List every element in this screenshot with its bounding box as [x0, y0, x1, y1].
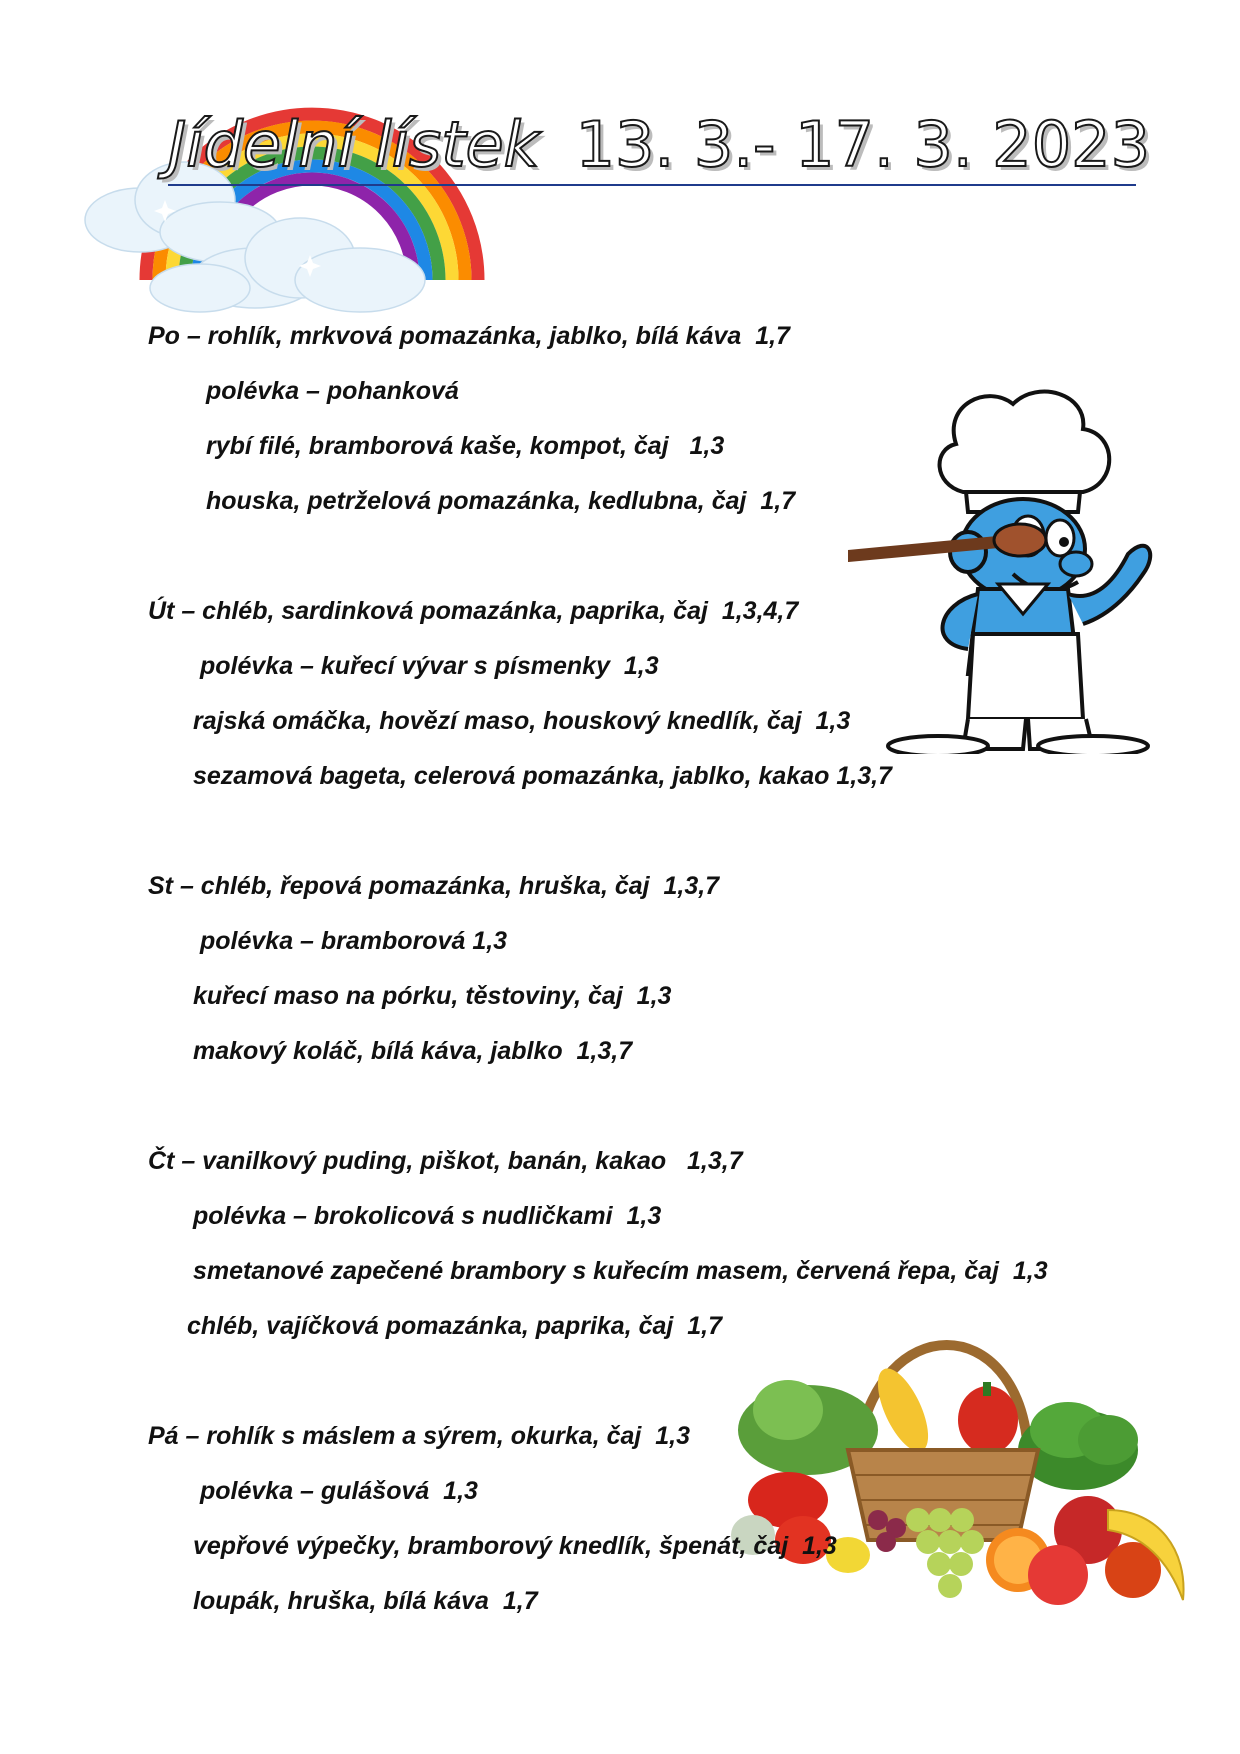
menu-line-friday-soup: polévka – gulášová 1,3	[200, 1477, 478, 1505]
menu-line-tuesday-lunch: rajská omáčka, hovězí maso, houskový knedlík, čaj 1,3	[193, 707, 851, 735]
menu-line-tuesday-breakfast: Út – chléb, sardinková pomazánka, paprika, čaj 1,3,4,7	[148, 597, 799, 625]
title-date-range: 13. 3.- 17. 3. 2023	[575, 108, 1151, 181]
menu-line-monday-snack: houska, petrželová pomazánka, kedlubna, čaj 1,7	[206, 487, 796, 515]
menu-line-wednesday-soup: polévka – bramborová 1,3	[200, 927, 508, 955]
menu-line-monday-breakfast: Po – rohlík, mrkvová pomazánka, jablko, bílá káva 1,7	[148, 322, 790, 350]
menu-line-friday-breakfast: Pá – rohlík s máslem a sýrem, okurka, čaj 1,3	[148, 1422, 690, 1450]
menu-line-tuesday-soup: polévka – kuřecí vývar s písmenky 1,3	[200, 652, 659, 680]
menu-line-wednesday-breakfast: St – chléb, řepová pomazánka, hruška, čaj 1,3,7	[148, 872, 720, 900]
menu-line-tuesday-snack: sezamová bageta, celerová pomazánka, jablko, kakao 1,3,7	[193, 762, 892, 790]
menu-line-monday-soup: polévka – pohanková	[206, 377, 459, 405]
menu-line-friday-lunch: vepřové výpečky, bramborový knedlík, špenát, čaj 1,3	[193, 1532, 837, 1560]
menu-line-thursday-soup: polévka – brokolicová s nudličkami 1,3	[193, 1202, 662, 1230]
menu-line-wednesday-snack: makový koláč, bílá káva, jablko 1,3,7	[193, 1037, 633, 1065]
menu-line-thursday-snack: chléb, vajíčková pomazánka, paprika, čaj 1,7	[187, 1312, 722, 1340]
menu-line-friday-snack: loupák, hruška, bílá káva 1,7	[193, 1587, 538, 1615]
menu-line-thursday-breakfast: Čt – vanilkový puding, piškot, banán, kakao 1,3,7	[148, 1147, 743, 1175]
title-menu-label: Jídelní lístek	[168, 108, 540, 181]
menu-line-thursday-lunch: smetanové zapečené brambory s kuřecím masem, červená řepa, čaj 1,3	[193, 1257, 1048, 1285]
menu-line-wednesday-lunch: kuřecí maso na pórku, těstoviny, čaj 1,3	[193, 982, 672, 1010]
menu-line-monday-lunch: rybí filé, bramborová kaše, kompot, čaj 1,3	[206, 432, 725, 460]
